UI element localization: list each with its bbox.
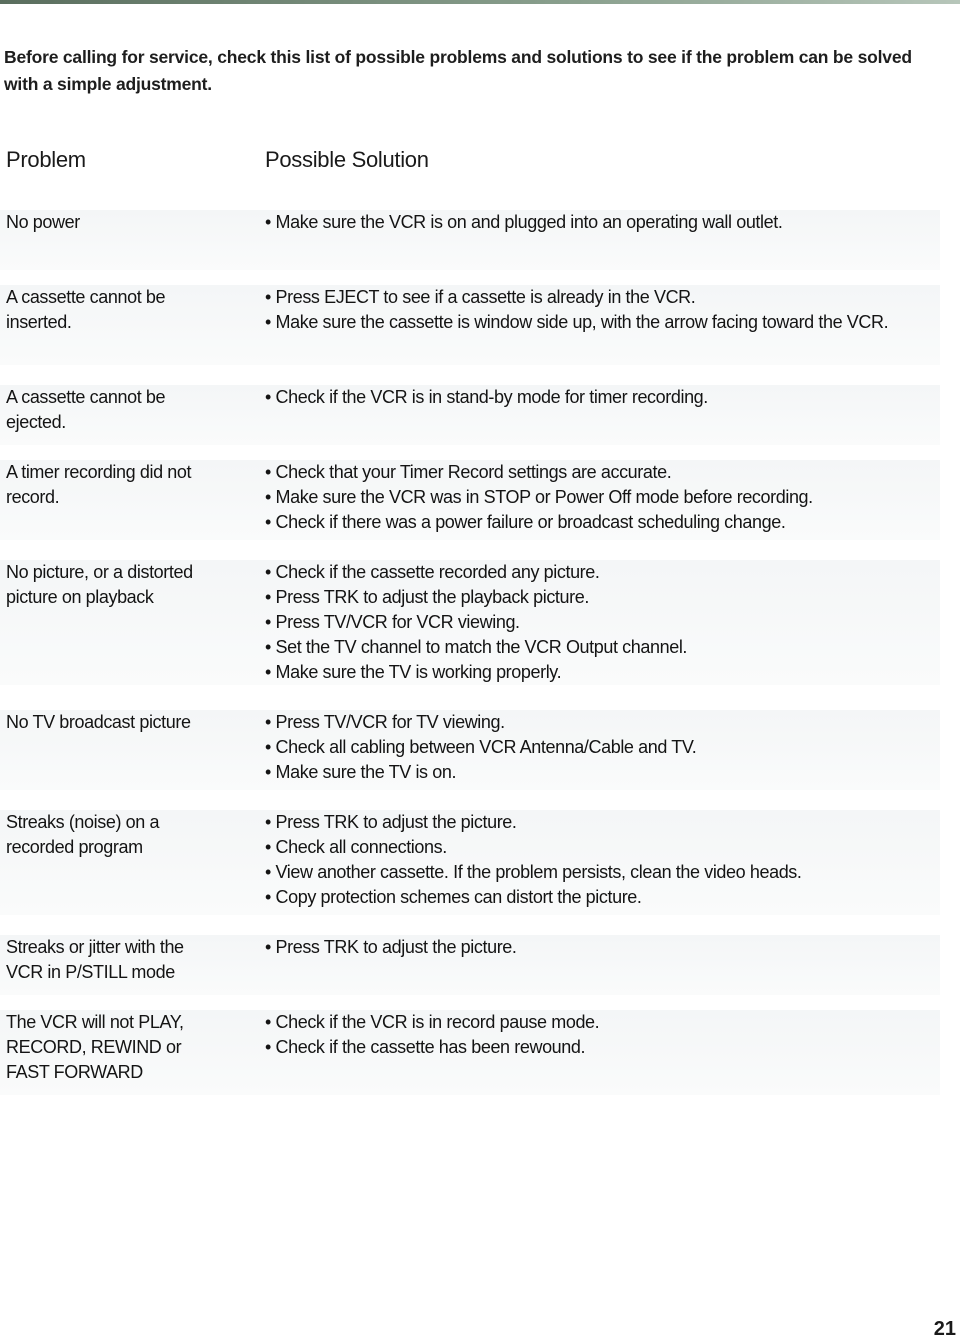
problem-text: A cassette cannot be inserted. [6,287,166,332]
solution-item: • Check if the cassette recorded any picture. [265,560,935,585]
intro-paragraph: Before calling for service, check this list of possible problems and solutions to see if the problem can be solved with a simple adjustment. [4,47,912,94]
solution-list [265,810,935,910]
solution-item: • Press TRK to adjust the picture. [265,935,935,960]
solution-column-header: Possible Solution [265,147,429,172]
solution-list [265,385,935,410]
solution-item: • Make sure the VCR was in STOP or Power Off mode before recording. [265,485,935,510]
solution-item: • Make sure the cassette is window side up, with the arrow facing toward the VCR. [265,310,935,335]
table-row [0,460,940,540]
page-number: 21 [933,1318,956,1340]
solution-list [265,285,935,335]
problem-column-header: Problem [6,147,86,172]
solution-item: • Make sure the TV is working properly. [265,660,935,685]
table-row [0,935,940,995]
solution-list [265,935,935,960]
solution-item: • Check all cabling between VCR Antenna/Cable and TV. [265,735,935,760]
solution-item: • Press TRK to adjust the playback picture. [265,585,935,610]
problem-text: The VCR will not PLAY, RECORD, REWIND or FAST FORWARD [6,1012,184,1082]
problem-text: A timer recording did not record. [6,462,192,507]
solution-list [265,560,935,685]
problem-text: No picture, or a distorted picture on playback [6,562,193,607]
solution-item: • View another cassette. If the problem persists, clean the video heads. [265,860,935,885]
problem-text: No power [6,212,80,232]
solution-list [265,210,935,235]
solution-item: • Check if the VCR is in stand-by mode for timer recording. [265,385,935,410]
solution-item: • Press TV/VCR for TV viewing. [265,710,935,735]
problem-text: Streaks (noise) on a recorded program [6,812,160,857]
table-row [0,285,940,365]
solution-list [265,460,935,535]
solution-item: • Check if the VCR is in record pause mode. [265,1010,935,1035]
solution-item: • Press EJECT to see if a cassette is already in the VCR. [265,285,935,310]
problem-text: Streaks or jitter with the VCR in P/STILL mode [6,937,184,982]
solution-item: • Check all connections. [265,835,935,860]
solution-item: • Set the TV channel to match the VCR Output channel. [265,635,935,660]
table-row [0,710,940,790]
table-row [0,210,940,270]
solution-item: • Check that your Timer Record settings are accurate. [265,460,935,485]
table-row [0,385,940,445]
table-row [0,1010,940,1095]
solution-item: • Make sure the VCR is on and plugged into an operating wall outlet. [265,210,935,235]
problem-text: A cassette cannot be ejected. [6,387,166,432]
top-rule [0,0,960,4]
solution-item: • Copy protection schemes can distort the picture. [265,885,935,910]
problem-text: No TV broadcast picture [6,712,191,732]
solution-item: • Press TRK to adjust the picture. [265,810,935,835]
table-row [0,810,940,915]
solution-item: • Check if the cassette has been rewound. [265,1035,935,1060]
solution-item: • Make sure the TV is on. [265,760,935,785]
solution-item: • Press TV/VCR for VCR viewing. [265,610,935,635]
table-row [0,560,940,685]
solution-list [265,1010,935,1060]
solution-item: • Check if there was a power failure or broadcast scheduling change. [265,510,935,535]
solution-list [265,710,935,785]
